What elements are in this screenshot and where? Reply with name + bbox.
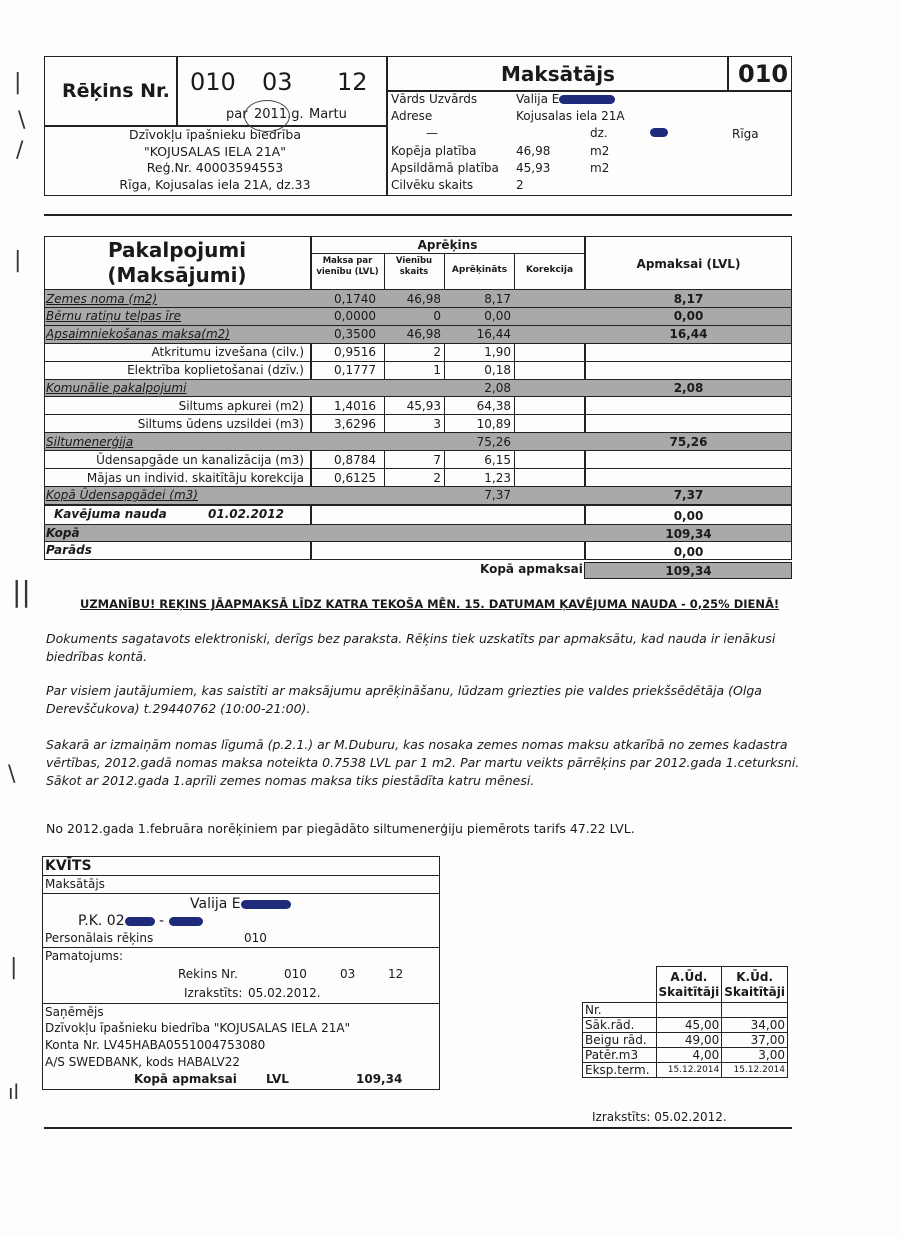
service-calc: 1,23 — [484, 470, 511, 485]
service-calc: 75,26 — [476, 434, 511, 449]
apartment-label: dz. — [590, 126, 608, 140]
receipt-payer-label: Maksātājs — [45, 877, 105, 891]
service-units: 2 — [433, 345, 441, 360]
service-pay: 7,37 — [673, 488, 704, 503]
issuer-line: Rīga, Kojusalas iela 21A, dz.33 — [119, 176, 311, 192]
meter-k-value: 37,00 — [722, 1033, 788, 1048]
margin-mark: | — [10, 955, 18, 980]
service-calc: 1,90 — [484, 345, 511, 360]
redaction-mark — [241, 900, 291, 909]
col-calc-header: Aprēķināts — [451, 265, 508, 275]
address-label: Adrese — [391, 109, 433, 123]
debt-label: Parāds — [46, 543, 92, 557]
total-area-value: 46,98 — [516, 144, 551, 158]
total-label: Kopā — [46, 526, 80, 540]
margin-mark: \ — [18, 108, 26, 133]
issuer-block — [46, 127, 384, 193]
meter-row-label: Nr. — [583, 1003, 657, 1018]
meter-a-value: 45,00 — [656, 1018, 722, 1033]
redaction-mark — [559, 95, 615, 104]
service-price: 0,9516 — [334, 345, 376, 360]
service-calc: 0,18 — [484, 363, 511, 378]
service-pay: 75,26 — [669, 434, 708, 449]
payer-name-label: Vārds Uzvārds — [391, 92, 478, 106]
debt-value: 0,00 — [673, 545, 704, 559]
meter-a-value — [656, 1003, 722, 1018]
service-name: Zemes noma (m2) — [46, 291, 158, 306]
payer-code: 010 — [738, 60, 789, 88]
service-calc: 6,15 — [484, 452, 511, 467]
service-price: 1,4016 — [334, 398, 376, 413]
separator-line — [44, 214, 792, 216]
invoice-no-part1: 010 — [190, 68, 236, 96]
paragraph-electronic: Dokuments sagatavots elektroniski, derīgs bez paraksta. Rēķins tiek uzskatīts par apmaksātu, kad nauda ir ienākusi biedrības kontā. — [46, 631, 776, 664]
services-subtitle: (Maksājumi) — [107, 263, 247, 287]
meter-k-value: 15.12.2014 — [722, 1063, 788, 1078]
meter-a-value: 15.12.2014 — [656, 1063, 722, 1078]
meter-row-label: Eksp.term. — [583, 1063, 657, 1078]
service-name: Mājas un individ. skaitītāju korekcija — [86, 470, 304, 485]
late-fee-date: 01.02.2012 — [208, 507, 284, 521]
service-price: 0,0000 — [334, 309, 376, 324]
invoice-no-part2: 03 — [262, 68, 293, 96]
redaction-mark — [169, 917, 203, 926]
service-price: 3,6296 — [334, 416, 376, 431]
service-calc: 7,37 — [484, 488, 511, 503]
service-name: Komunālie pakalpojumi — [46, 381, 187, 395]
issuer-line: Reģ.Nr. 40003594553 — [146, 160, 284, 175]
meters-table — [582, 966, 788, 1078]
service-calc: 0,00 — [484, 309, 511, 324]
payer-name-value: Valija E — [516, 92, 615, 106]
service-units: 46,98 — [406, 327, 441, 342]
margin-mark: || — [12, 575, 31, 608]
heated-area-value: 45,93 — [516, 161, 551, 175]
late-fee-label: Kavējuma nauda — [54, 507, 167, 521]
service-name: Apsaimniekošanas maksa(m2) — [46, 327, 230, 342]
receipt-recipient-label: Saņēmējs — [45, 1005, 104, 1019]
service-pay: 16,44 — [669, 327, 708, 342]
grand-total-label: Kopā apmaksai — [480, 562, 583, 576]
service-units: 3 — [433, 416, 441, 431]
payment-notice: UZMANĪBU! REĶINS JĀAPMAKSĀ LĪDZ KATRA TEKOŠA MĒN. 15. DATUMAM ĶAVĒJUMA NAUDA - 0,25% DIENĀ! — [80, 597, 780, 611]
service-pay: 2,08 — [673, 381, 704, 395]
address-value: Kojusalas iela 21A — [516, 109, 625, 123]
service-units: 7 — [433, 452, 441, 467]
service-price: 0,1777 — [334, 363, 376, 378]
service-units: 0 — [433, 309, 441, 324]
period-month: Martu — [309, 107, 347, 122]
service-name: Siltumenerģija — [46, 434, 134, 449]
city: Rīga — [732, 127, 759, 141]
meter-k-value — [722, 1003, 788, 1018]
calc-header: Aprēķins — [417, 238, 478, 252]
meter-k-value: 34,00 — [722, 1018, 788, 1033]
payer-title: Maksātājs — [501, 62, 615, 86]
receipt-invoice-label: Rekins Nr. — [178, 967, 238, 981]
footer-line — [44, 1127, 792, 1129]
people-count-value: 2 — [516, 178, 524, 192]
receipt-account-label: Personālais rēķins — [45, 931, 154, 945]
grand-total-value: 109,34 — [665, 564, 712, 578]
period-year: 2011.g. — [254, 107, 304, 122]
col-price-header: Maksa par vienību (LVL) — [316, 256, 379, 277]
period-par: par — [226, 107, 248, 122]
service-pay: 0,00 — [673, 309, 704, 324]
margin-mark: | — [14, 248, 22, 273]
receipt-total-label: Kopā apmaksai — [134, 1072, 237, 1086]
col-pay-header: Apmaksai (LVL) — [636, 257, 741, 271]
service-price: 0,6125 — [334, 470, 376, 485]
service-name: Siltums ūdens uzsildei (m3) — [137, 416, 304, 431]
service-price: 0,8784 — [334, 452, 376, 467]
issuer-line: Dzīvokļu īpašnieku biedrība — [129, 127, 301, 142]
receipt-issued-date: 05.02.2012. — [248, 986, 321, 1000]
col-corr-header: Korekcija — [525, 265, 574, 275]
service-units: 45,93 — [406, 398, 441, 413]
receipt-invoice-no-part2: 03 — [340, 967, 356, 981]
meter-a-value: 49,00 — [656, 1033, 722, 1048]
service-calc: 64,38 — [476, 398, 511, 413]
heated-area-unit: m2 — [590, 161, 610, 175]
meter-row — [583, 1033, 788, 1048]
meter-row-label: Sāk.rād. — [583, 1018, 657, 1033]
col-units-header: Vienību skaits — [395, 256, 433, 277]
receipt-invoice-no-part1: 010 — [284, 967, 307, 981]
meter-row — [583, 1003, 788, 1018]
total-area-label: Kopēja platība — [391, 144, 477, 158]
meter-row — [583, 1018, 788, 1033]
service-name: Atkritumu izvešana (cilv.) — [151, 345, 304, 360]
services-title: Pakalpojumi — [107, 238, 247, 262]
invoice-no-part3: 12 — [337, 68, 368, 96]
people-count-label: Cilvēku skaits — [391, 178, 474, 192]
meter-a-header: A.Ūd. Skaitītāji — [656, 967, 722, 1003]
paragraph-contact: Par visiem jautājumiem, kas saistīti ar maksājumu aprēķināšanu, lūdzam griezties pie valdes priekšsēdētāja (Olga Derevščukova) t.29440762 (10:00-21:00). — [46, 683, 762, 716]
service-units: 2 — [433, 470, 441, 485]
heated-area-label: Apsildāmā platība — [391, 161, 499, 175]
receipt-currency: LVL — [266, 1072, 289, 1086]
meter-row-label: Patēr.m3 — [583, 1048, 657, 1063]
paragraph-land-lease: Sakarā ar izmaiņām nomas līgumā (p.2.1.) ar M.Duburu, kas nosaka zemes nomas maksu atkarībā no zemes kadastra vērtības, 2012.gadā nomas maksa noteikta 0.7538 LVL par 1 m2. Par martu veikts pārrēķins par 2012.gada 1.ceturksni. Sākot ar 2012.gada 1.aprīli zemes nomas maksa tiks piestādīta katru mēnesi. — [46, 737, 800, 788]
service-price: 0,1740 — [334, 291, 376, 306]
dash-label: — — [426, 126, 438, 140]
meter-a-value: 4,00 — [656, 1048, 722, 1063]
margin-mark: | — [14, 70, 22, 95]
meter-rows — [583, 1003, 788, 1078]
service-price: 0,3500 — [334, 327, 376, 342]
meter-row-label: Beigu rād. — [583, 1033, 657, 1048]
receipt-account-value: 010 — [244, 931, 267, 945]
receipt-total-value: 109,34 — [356, 1072, 403, 1086]
service-name: Siltums apkurei (m2) — [178, 398, 304, 413]
total-value: 109,34 — [665, 527, 712, 541]
tariff-note: No 2012.gada 1.februāra norēķiniem par piegādāto siltumenerģiju piemērots tarifs 47.22 LVL. — [46, 821, 635, 836]
footer-issued: Izrakstīts: 05.02.2012. — [592, 1110, 727, 1124]
invoice-label: Rēķins Nr. — [62, 80, 170, 102]
redaction-mark — [125, 917, 155, 926]
receipt-recipient-line: A/S SWEDBANK, kods HABALV22 — [45, 1055, 240, 1069]
total-area-unit: m2 — [590, 144, 610, 158]
meter-row — [583, 1048, 788, 1063]
late-fee-value: 0,00 — [673, 509, 704, 523]
receipt-title: KVĪTS — [45, 858, 92, 874]
service-name: Elektrība koplietošanai (dzīv.) — [127, 363, 304, 378]
receipt-recipient-line: Konta Nr. LV45HABA0551004753080 — [45, 1038, 266, 1052]
receipt-invoice-no-part3: 12 — [388, 967, 404, 981]
receipt-pk: P.K. 02 - — [78, 913, 203, 929]
issuer-line: "KOJUSALAS IELA 21A" — [144, 143, 286, 159]
service-calc: 16,44 — [476, 327, 511, 342]
receipt-issued-label: Izrakstīts: — [184, 986, 243, 1000]
receipt-recipient-line: Dzīvokļu īpašnieku biedrība "KOJUSALAS IELA 21A" — [45, 1021, 351, 1035]
receipt-payer-name: Valija E — [190, 896, 291, 912]
service-name: Ūdensapgāde un kanalizācija (m3) — [96, 452, 304, 467]
service-calc: 2,08 — [484, 381, 511, 395]
meters-header-row — [583, 967, 788, 1003]
meter-row — [583, 1063, 788, 1078]
service-calc: 10,89 — [476, 416, 511, 431]
service-calc: 8,17 — [484, 291, 511, 306]
service-name: Bērnu ratiņu telpas īre — [46, 309, 182, 324]
margin-mark: \ — [8, 762, 16, 787]
service-units: 1 — [433, 363, 441, 378]
margin-mark: / — [16, 138, 24, 163]
receipt-basis-label: Pamatojums: — [45, 949, 124, 963]
meter-k-value: 3,00 — [722, 1048, 788, 1063]
redaction-mark — [650, 128, 668, 137]
service-units: 46,98 — [406, 291, 441, 306]
service-pay: 8,17 — [673, 291, 704, 306]
margin-mark: ıl — [8, 1080, 20, 1104]
meter-k-header: K.Ūd. Skaitītāji — [722, 967, 788, 1003]
service-name: Kopā Ūdensapgādei (m3) — [46, 488, 198, 503]
